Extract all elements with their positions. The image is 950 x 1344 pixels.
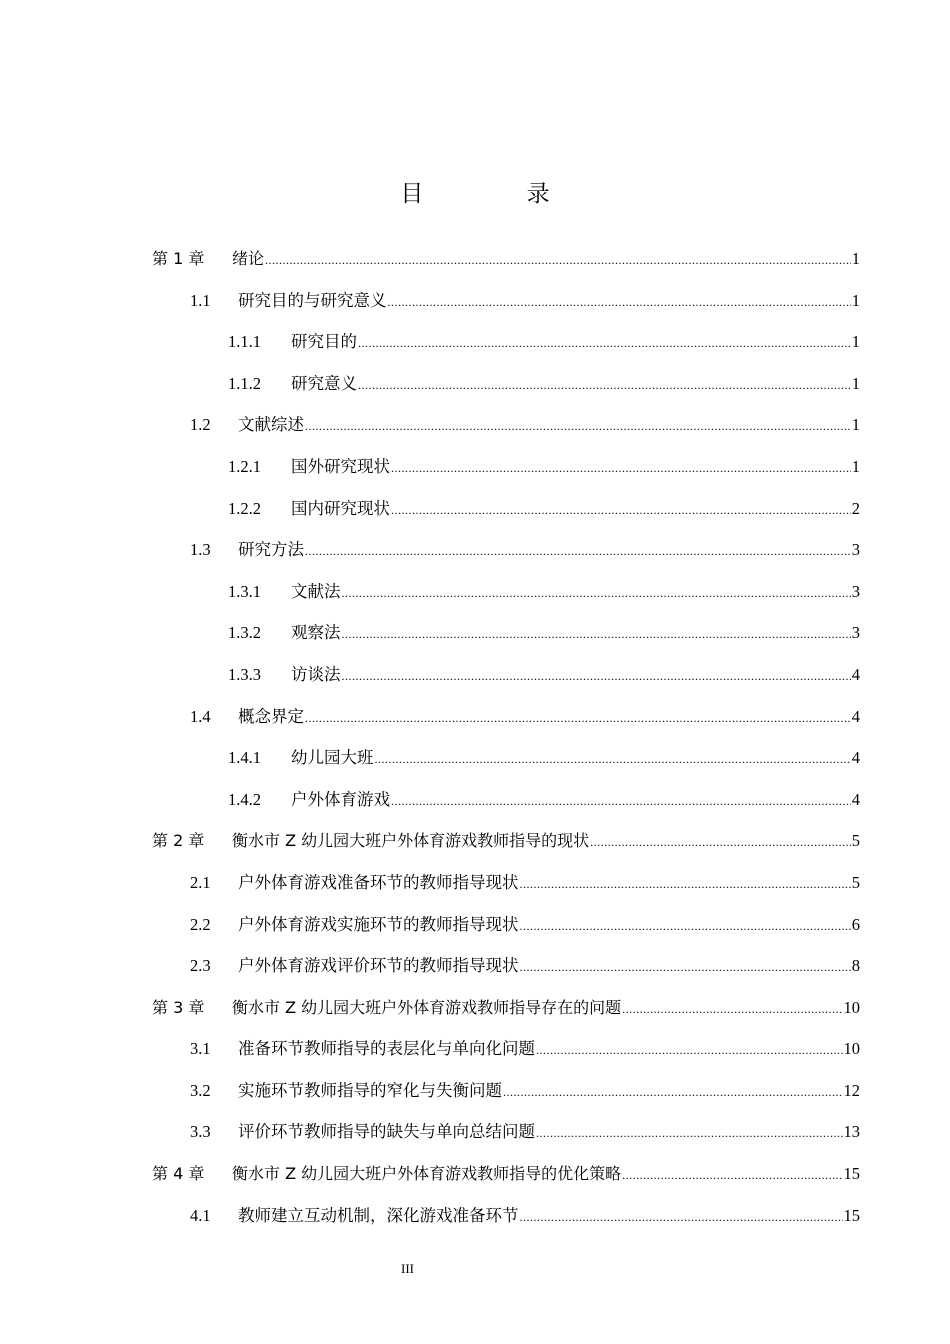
toc-entry-page: 6 [851,914,860,934]
table-of-contents [152,238,860,1236]
toc-entry-page: 3 [851,623,860,643]
toc-entry-title: 研究目的 [291,332,357,352]
dot-leader [342,614,851,654]
toc-entry-title: 国外研究现状 [291,456,390,476]
toc-entry-page: 5 [851,831,860,851]
toc-entry[interactable] [152,987,860,1029]
toc-entry[interactable] [152,1195,860,1237]
toc-entry[interactable] [152,280,860,322]
toc-entry-page: 8 [851,956,860,976]
toc-entry-number: 第 3 章 [152,997,205,1017]
toc-entry-title: 准备环节教师指导的表层化与单向化问题 [238,1039,535,1059]
toc-entry-title: 绪论 [232,249,265,268]
toc-entry[interactable] [152,488,860,530]
toc-entry[interactable] [152,363,860,405]
toc-entry-number: 1.2 [190,415,211,435]
toc-entry-title: 衡水市 Z 幼儿园大班户外体育游戏教师指导存在的问题 [232,997,622,1017]
toc-entry-number: 1.3 [190,540,211,560]
toc-entry-page: 1 [851,373,860,393]
toc-entry[interactable] [152,529,860,571]
toc-entry[interactable] [152,1028,860,1070]
dot-leader [622,1155,842,1195]
toc-entry-page: 5 [851,872,860,892]
toc-entry-title: 概念界定 [238,706,304,726]
toc-entry-page: 1 [851,249,860,268]
toc-entry-page: 15 [843,1205,860,1225]
toc-entry-title: 教师建立互动机制，深化游戏准备环节 [238,1205,519,1225]
dot-leader [391,448,851,488]
toc-heading: 目 录 [400,181,598,207]
toc-entry-page: 4 [851,748,860,768]
toc-entry-page: 1 [851,290,860,310]
toc-entry-number: 4.1 [190,1205,211,1225]
toc-entry-page: 15 [843,1164,860,1184]
toc-entry[interactable] [152,820,860,862]
dot-leader [265,240,851,280]
dot-leader [536,1030,843,1070]
toc-entry-number: 1.1.1 [228,332,261,352]
toc-entry-page: 2 [851,498,860,518]
toc-entry-page: 1 [851,456,860,476]
dot-leader [520,947,851,987]
toc-entry[interactable] [152,238,860,280]
toc-entry-page: 4 [851,789,860,809]
dot-leader [305,406,851,446]
toc-entry[interactable] [152,862,860,904]
toc-entry-number: 1.3.1 [228,581,261,601]
toc-entry-number: 1.4.2 [228,789,261,809]
dot-leader [342,656,851,696]
toc-entry-title: 国内研究现状 [291,498,390,518]
toc-entry-page: 13 [843,1122,860,1142]
dot-leader [503,1072,843,1112]
toc-entry-number: 第 4 章 [152,1164,205,1184]
toc-entry-page: 4 [851,706,860,726]
toc-entry[interactable] [152,1070,860,1112]
toc-entry-title: 户外体育游戏 [291,789,390,809]
toc-entry-title: 观察法 [291,623,341,643]
dot-leader [358,323,851,363]
toc-entry-page: 1 [851,332,860,352]
toc-entry-page: 4 [851,664,860,684]
toc-entry-page: 3 [851,540,860,560]
dot-leader [590,822,851,862]
toc-entry[interactable] [152,654,860,696]
toc-entry-number: 3.1 [190,1039,211,1059]
toc-entry-number: 1.3.2 [228,623,261,643]
toc-entry-title: 研究方法 [238,540,304,560]
toc-entry-page: 12 [843,1080,860,1100]
toc-entry-title: 户外体育游戏准备环节的教师指导现状 [238,872,519,892]
toc-entry-number: 1.1.2 [228,373,261,393]
dot-leader [520,906,851,946]
toc-entry-number: 2.2 [190,914,211,934]
dot-leader [622,989,842,1029]
toc-entry-title: 户外体育游戏实施环节的教师指导现状 [238,914,519,934]
toc-entry-title: 访谈法 [291,664,341,684]
dot-leader [305,531,851,571]
toc-entry[interactable] [152,737,860,779]
toc-entry[interactable] [152,904,860,946]
dot-leader [388,282,851,322]
toc-entry-title: 衡水市 Z 幼儿园大班户外体育游戏教师指导的优化策略 [232,1164,622,1184]
toc-entry-title: 文献综述 [238,415,304,435]
toc-entry-number: 3.2 [190,1080,211,1100]
dot-leader [520,864,851,904]
toc-entry[interactable] [152,1153,860,1195]
toc-entry-page: 10 [843,997,860,1017]
dot-leader [520,1197,843,1237]
toc-entry-number: 第 1 章 [152,249,205,268]
toc-entry-title: 实施环节教师指导的窄化与失衡问题 [238,1080,502,1100]
toc-entry[interactable] [152,1111,860,1153]
toc-entry-title: 幼儿园大班 [291,748,374,768]
toc-entry-number: 1.2.1 [228,456,261,476]
dot-leader [342,573,851,613]
page-number-footer: III [401,1261,414,1276]
toc-entry-number: 2.3 [190,956,211,976]
toc-entry[interactable] [152,571,860,613]
toc-entry-number: 1.4.1 [228,748,261,768]
dot-leader [305,698,851,738]
toc-entry[interactable] [152,404,860,446]
dot-leader [375,739,851,779]
toc-entry[interactable] [152,779,860,821]
toc-entry-title: 户外体育游戏评价环节的教师指导现状 [238,956,519,976]
toc-entry-page: 1 [851,415,860,435]
toc-entry[interactable] [152,612,860,654]
toc-entry-page: 3 [851,581,860,601]
toc-entry-number: 第 2 章 [152,831,205,851]
toc-entry[interactable] [152,446,860,488]
dot-leader [391,781,851,821]
toc-entry[interactable] [152,696,860,738]
toc-entry-number: 1.3.3 [228,664,261,684]
toc-entry-title: 衡水市 Z 幼儿园大班户外体育游戏教师指导的现状 [232,831,590,851]
dot-leader [536,1113,843,1153]
toc-entry-page: 10 [843,1039,860,1059]
toc-entry-title: 文献法 [291,581,341,601]
toc-entry-number: 1.2.2 [228,498,261,518]
toc-entry-number: 1.4 [190,706,211,726]
toc-entry-title: 研究目的与研究意义 [238,290,387,310]
toc-entry[interactable] [152,945,860,987]
toc-entry-number: 1.1 [190,290,211,310]
toc-entry[interactable] [152,321,860,363]
toc-entry-number: 3.3 [190,1122,211,1142]
dot-leader [391,490,851,530]
dot-leader [358,365,851,405]
toc-entry-title: 研究意义 [291,373,357,393]
toc-entry-number: 2.1 [190,872,211,892]
toc-entry-title: 评价环节教师指导的缺失与单向总结问题 [238,1122,535,1142]
